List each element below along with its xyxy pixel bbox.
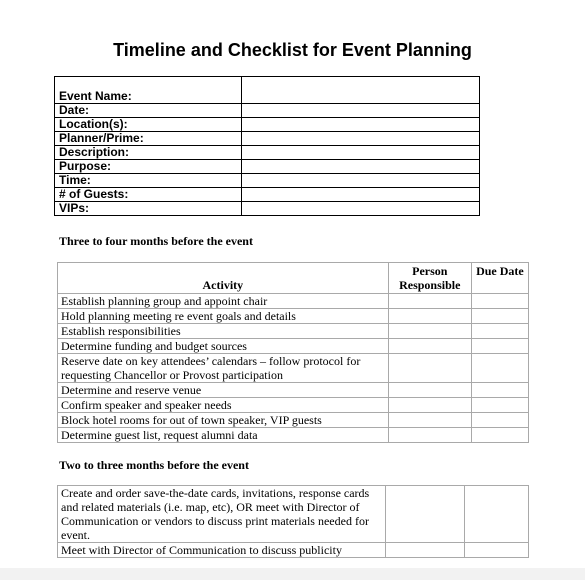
info-value-cell[interactable]	[242, 132, 480, 146]
task-table-2	[57, 485, 529, 558]
info-label: Date:	[55, 104, 242, 118]
responsible-cell[interactable]	[388, 398, 471, 413]
responsible-cell[interactable]	[388, 309, 471, 324]
info-label: Time:	[55, 174, 242, 188]
table-row	[58, 428, 529, 443]
info-label: VIPs:	[55, 202, 242, 216]
info-row	[55, 174, 480, 188]
info-value-cell[interactable]	[242, 188, 480, 202]
info-value-cell[interactable]	[242, 160, 480, 174]
info-label: Purpose:	[55, 160, 242, 174]
task-table-1	[57, 262, 529, 443]
activity-cell: Establish responsibilities	[58, 324, 389, 339]
info-value-cell[interactable]	[242, 77, 480, 104]
table-header-row	[58, 263, 529, 294]
activity-cell: Reserve date on key attendees’ calendars – follow protocol for requesting Chancellor or Provost participation	[58, 354, 389, 383]
info-label: Description:	[55, 146, 242, 160]
responsible-cell[interactable]	[388, 413, 471, 428]
section-heading: Two to three months before the event	[59, 458, 249, 472]
activity-cell: Meet with Director of Communication to discuss publicity	[58, 543, 386, 558]
table-row	[58, 309, 529, 324]
info-row	[55, 132, 480, 146]
info-row	[55, 188, 480, 202]
responsible-cell[interactable]	[386, 486, 465, 543]
info-label: # of Guests:	[55, 188, 242, 202]
due-date-cell[interactable]	[465, 486, 529, 543]
column-header-due-date: Due Date	[471, 263, 528, 294]
info-value-cell[interactable]	[242, 118, 480, 132]
info-value-cell[interactable]	[242, 104, 480, 118]
info-row	[55, 118, 480, 132]
responsible-cell[interactable]	[388, 383, 471, 398]
table-row	[58, 398, 529, 413]
info-row	[55, 104, 480, 118]
due-date-cell[interactable]	[465, 543, 529, 558]
table-row	[58, 486, 529, 543]
table-row	[58, 543, 529, 558]
activity-cell: Create and order save-the-date cards, invitations, response cards and related materials (i.e. map, etc), OR meet with Director of Communication or vendors to discuss print materials needed for event.	[58, 486, 386, 543]
info-value-cell[interactable]	[242, 202, 480, 216]
activity-cell: Block hotel rooms for out of town speaker, VIP guests	[58, 413, 389, 428]
activity-cell: Hold planning meeting re event goals and details	[58, 309, 389, 324]
activity-cell: Confirm speaker and speaker needs	[58, 398, 389, 413]
due-date-cell[interactable]	[471, 428, 528, 443]
info-row	[55, 77, 480, 104]
table-row	[58, 294, 529, 309]
responsible-cell[interactable]	[388, 354, 471, 383]
event-info-table	[54, 76, 480, 216]
table-row	[58, 324, 529, 339]
responsible-cell[interactable]	[388, 324, 471, 339]
activity-cell: Establish planning group and appoint chair	[58, 294, 389, 309]
info-label: Planner/Prime:	[55, 132, 242, 146]
info-value-cell[interactable]	[242, 174, 480, 188]
info-label: Event Name:	[55, 77, 242, 104]
info-row	[55, 146, 480, 160]
responsible-cell[interactable]	[388, 294, 471, 309]
table-row	[58, 413, 529, 428]
table-row	[58, 339, 529, 354]
activity-cell: Determine and reserve venue	[58, 383, 389, 398]
info-row	[55, 160, 480, 174]
due-date-cell[interactable]	[471, 398, 528, 413]
due-date-cell[interactable]	[471, 383, 528, 398]
column-header-activity: Activity	[58, 263, 389, 294]
activity-cell: Determine funding and budget sources	[58, 339, 389, 354]
table-row	[58, 383, 529, 398]
activity-cell: Determine guest list, request alumni data	[58, 428, 389, 443]
responsible-cell[interactable]	[388, 339, 471, 354]
due-date-cell[interactable]	[471, 324, 528, 339]
due-date-cell[interactable]	[471, 309, 528, 324]
section-heading: Three to four months before the event	[59, 234, 253, 248]
table-row	[58, 354, 529, 383]
due-date-cell[interactable]	[471, 294, 528, 309]
due-date-cell[interactable]	[471, 354, 528, 383]
due-date-cell[interactable]	[471, 413, 528, 428]
page-bottom-edge	[0, 568, 585, 580]
column-header-responsible: Person Responsible	[388, 263, 471, 294]
due-date-cell[interactable]	[471, 339, 528, 354]
info-label: Location(s):	[55, 118, 242, 132]
responsible-cell[interactable]	[386, 543, 465, 558]
document-title: Timeline and Checklist for Event Planning	[113, 40, 472, 60]
responsible-cell[interactable]	[388, 428, 471, 443]
info-value-cell[interactable]	[242, 146, 480, 160]
info-row	[55, 202, 480, 216]
